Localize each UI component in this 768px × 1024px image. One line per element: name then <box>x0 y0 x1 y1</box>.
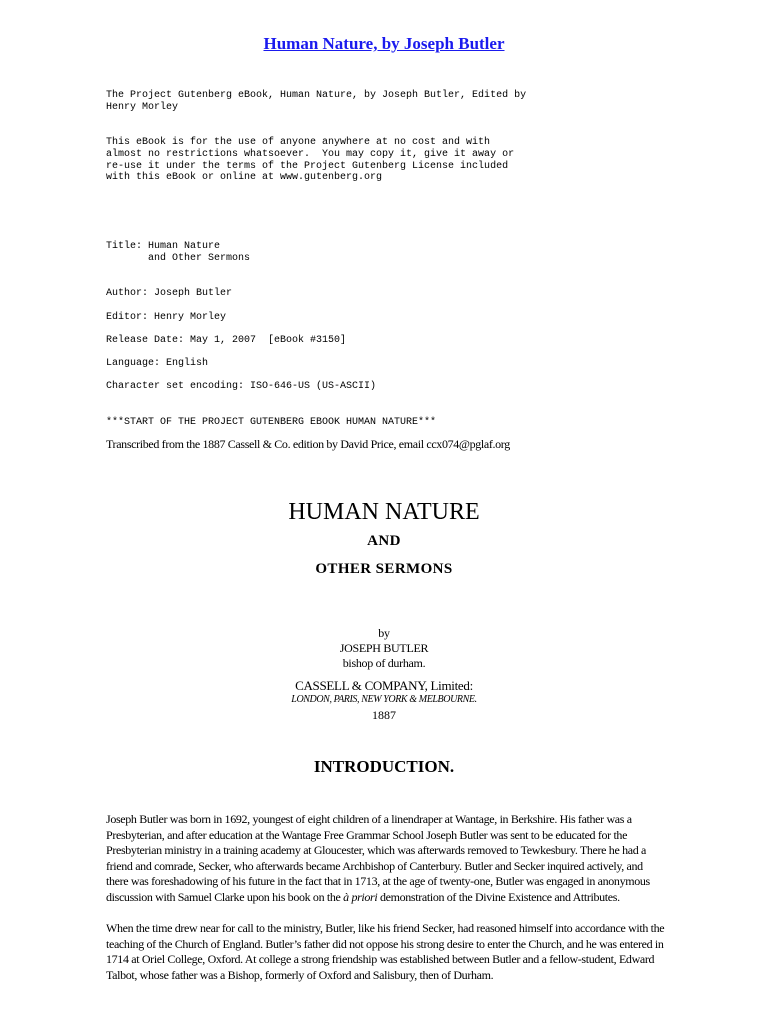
by-line: by <box>378 626 390 640</box>
author-role: bishop of durham. <box>342 656 426 670</box>
intro-paragraph-1-part-b: demonstration of the Divine Existence and Attributes. <box>377 889 620 904</box>
transcription-note: Transcribed from the 1887 Cassell & Co. edition by David Price, email ccx074@pglaf.org <box>106 437 510 451</box>
intro-paragraph-2: When the time drew near for call to the ministry, Butler, like his friend Secker, had reasoned himself into accordance with the teaching of the Church of England. Butler’s father did not oppose his strong desire to enter the Church, and he was entered in 1714 at Oriel College, Oxford. At college a strong friendship was established between Butler and a fellow-student, Edward Talbot, whose father was a Bishop, formerly of Oxford and Salisbury, then of Durham. <box>106 921 665 982</box>
title-line: Title: Human Nature and Other Sermons <box>106 241 251 264</box>
language-line: Language: English <box>106 358 209 369</box>
introduction-heading: INTRODUCTION. <box>313 757 455 776</box>
book-title-link[interactable]: Human Nature, by Joseph Butler <box>263 34 505 53</box>
intro-paragraph-1-part-a: Joseph Butler was born in 1692, youngest of eight children of a linendraper at Wantage, in Berkshire. His father was a Presbyterian, and after education at the Wantage Free Grammar School Joseph Butler was sent to be educated for the Presbyterian ministry in a training academy at Gloucester, which was afterwards removed to Tewkesbury. There he had a friend and comrade, Secker, who afterwards became Archbishop of Canterbury. Butler and Secker inquired actively, and there was foreshadowing of his future in the fact that in 1713, at the age of twenty-one, Butler was engaged in anonymous discussion with Samuel Clarke upon his book on the <box>106 812 650 904</box>
license-notice: This eBook is for the use of anyone anywhere at no cost and with almost no restrictions whatsoever. You may copy it, give it away or re-use it under the terms of the Project Gutenberg License included with this eBook or online at www.gutenberg.org <box>106 137 515 184</box>
main-title: HUMAN NATURE <box>288 499 480 525</box>
start-marker: ***START OF THE PROJECT GUTENBERG EBOOK HUMAN NATURE*** <box>106 417 437 428</box>
publisher-places: LONDON, PARIS, NEW YORK & MELBOURNE. <box>291 694 477 705</box>
publication-year: 1887 <box>372 708 396 722</box>
title-and: AND <box>367 533 401 549</box>
release-date-line: Release Date: May 1, 2007 [eBook #3150] <box>106 335 347 346</box>
subtitle: OTHER SERMONS <box>315 561 453 577</box>
a-priori-italic: à priori <box>343 889 378 904</box>
intro-paragraph-1 <box>106 812 666 905</box>
publisher: CASSELL & COMPANY, Limited: <box>295 678 473 693</box>
author-line: Author: Joseph Butler <box>106 288 233 299</box>
author-name: JOSEPH BUTLER <box>339 641 429 655</box>
gutenberg-intro: The Project Gutenberg eBook, Human Nature, by Joseph Butler, Edited by Henry Morley <box>106 90 527 113</box>
editor-line: Editor: Henry Morley <box>106 312 227 323</box>
encoding-line: Character set encoding: ISO-646-US (US-ASCII) <box>106 381 377 392</box>
